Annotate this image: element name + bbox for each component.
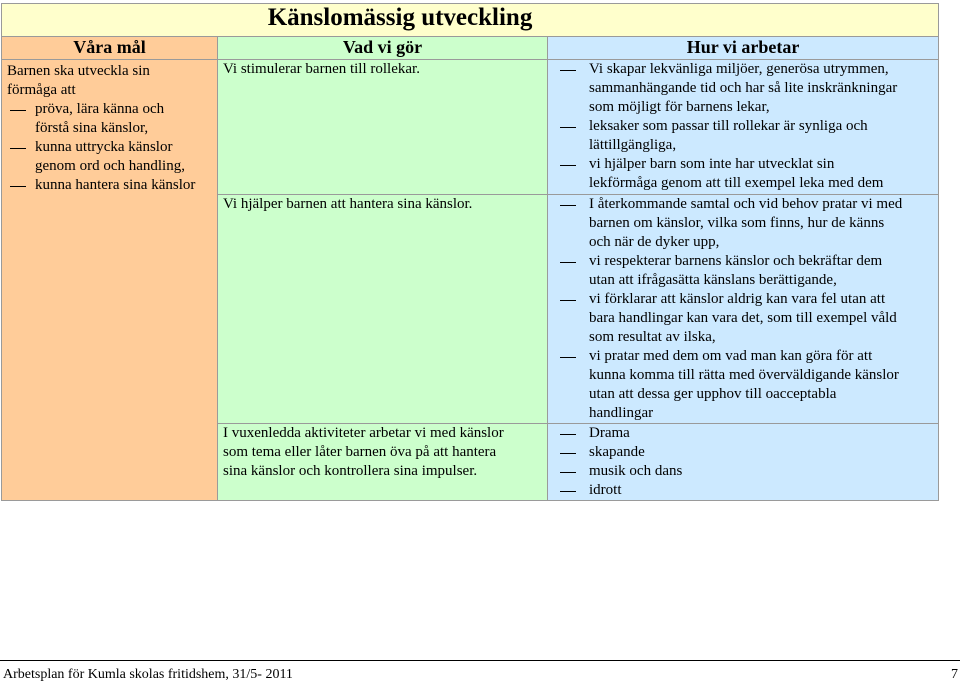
what-text-line: som tema eller låter barnen öva på att hantera: [223, 444, 497, 460]
what-text-line: I vuxenledda aktiviteter arbetar vi med känslor: [223, 425, 504, 441]
how-item-line: utan att dessa ger upphov till oacceptabla: [589, 386, 837, 402]
how-item: [548, 252, 938, 290]
what-text: Vi stimulerar barnen till rollekar.: [223, 61, 420, 77]
how-item-line: utan att ifrågasätta känslans berättigande,: [589, 272, 837, 288]
how-item: [548, 60, 938, 117]
what-cell-feelings: [218, 195, 548, 424]
how-item: [548, 347, 938, 423]
plan-table: [1, 3, 939, 501]
how-item-line: sammanhängande tid och har så lite inskränkningar: [589, 80, 898, 96]
page-title-cell: [2, 4, 939, 37]
how-item-line: Vi skapar lekvänliga miljöer, generösa utrymmen,: [589, 61, 889, 77]
how-item-line: vi respekterar barnens känslor och bekräftar dem: [589, 253, 883, 269]
how-item: [548, 424, 938, 443]
goal-item-line: kunna uttrycka känslor: [35, 139, 173, 155]
goal-item: [7, 100, 217, 138]
how-item-line: musik och dans: [589, 463, 683, 479]
goal-item: [7, 176, 217, 195]
header-what: Vad vi gör: [218, 37, 548, 60]
goal-item-line: förstå sina känslor,: [35, 120, 149, 136]
how-item-line: skapande: [589, 444, 645, 460]
goal-item-line: kunna hantera sina känslor: [35, 177, 196, 193]
how-item-line: lekförmåga genom att till exempel leka med dem: [589, 175, 884, 191]
how-cell-activities: [548, 424, 939, 501]
what-text: Vi hjälper barnen att hantera sina känslor.: [223, 196, 473, 212]
how-item-line: Drama: [589, 425, 630, 441]
goal-intro-line-2: förmåga att: [7, 82, 76, 98]
how-item-line: vi pratar med dem om vad man kan göra för att: [589, 348, 873, 364]
goal-item-line: pröva, lära känna och: [35, 101, 165, 117]
how-item-line: vi hjälper barn som inte har utvecklat sin: [589, 156, 835, 172]
how-item-line: vi förklarar att känslor aldrig kan vara fel utan att: [589, 291, 886, 307]
footer-divider: [0, 660, 960, 661]
how-item: [548, 195, 938, 252]
how-item-line: bara handlingar kan vara det, som till exempel våld: [589, 310, 897, 326]
how-item-line: som resultat av ilska,: [589, 329, 716, 345]
what-cell-activities: [218, 424, 548, 501]
how-item-line: barnen om känslor, vilka som finns, hur de känns: [589, 215, 885, 231]
goal-item-line: genom ord och handling,: [35, 158, 185, 174]
how-cell-feelings: [548, 195, 939, 424]
goals-cell: [2, 60, 218, 501]
how-item-line: lättillgängliga,: [589, 137, 677, 153]
how-item: [548, 290, 938, 347]
how-item: [548, 462, 938, 481]
page-title: Känslomässig utveckling: [267, 4, 533, 31]
how-item-line: kunna komma till rätta med överväldigande känslor: [589, 367, 899, 383]
what-text-line: sina känslor och kontrollera sina impulser.: [223, 463, 478, 479]
how-item-line: idrott: [589, 482, 622, 498]
how-item: [548, 481, 938, 500]
goal-intro-line-1: Barnen ska utveckla sin: [7, 63, 150, 79]
how-item: [548, 117, 938, 155]
how-item-line: leksaker som passar till rollekar är synliga och: [589, 118, 868, 134]
how-item-line: handlingar: [589, 405, 654, 421]
what-cell-roleplay: [218, 60, 548, 195]
goal-item: [7, 138, 217, 176]
how-item-line: och när de dyker upp,: [589, 234, 720, 250]
how-item: [548, 155, 938, 193]
how-cell-roleplay: [548, 60, 939, 195]
how-item-line: som möjligt för barnens lekar,: [589, 99, 770, 115]
footer: [0, 666, 960, 684]
footer-text: Arbetsplan för Kumla skolas fritidshem, 31/5- 2011: [3, 667, 293, 682]
how-item: [548, 443, 938, 462]
header-goals: Våra mål: [2, 37, 218, 60]
header-how: Hur vi arbetar: [548, 37, 939, 60]
how-item-line: I återkommande samtal och vid behov pratar vi med: [589, 196, 903, 212]
page-number: 7: [951, 667, 958, 682]
